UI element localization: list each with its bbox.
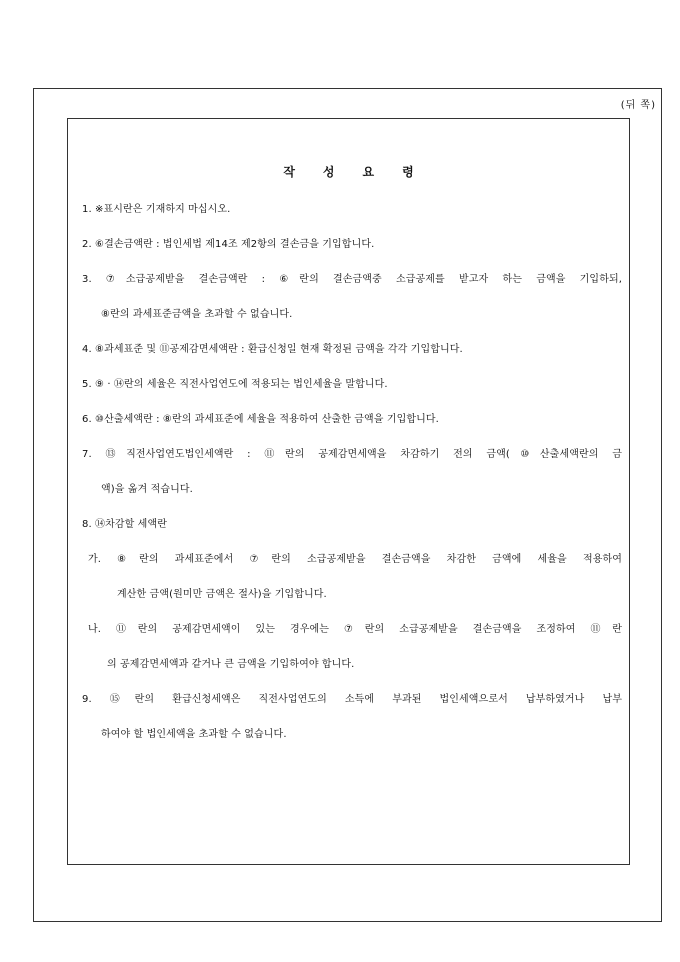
instruction-subline-continued: 의 공제감면세액과 같거나 큰 금액을 기입하여야 합니다. bbox=[107, 659, 355, 670]
instruction-line: 7. ⑬직전사업연도법인세액란 : ⑪란의 공제감면세액을 차감하기 전의 금액(⑩산출세액란의 금 bbox=[82, 449, 622, 460]
instructions-list bbox=[82, 204, 622, 764]
instruction-line-continued: ⑧란의 과세표준금액을 초과할 수 없습니다. bbox=[101, 309, 293, 320]
instructions-box bbox=[67, 118, 630, 865]
instruction-line: 3. ⑦소급공제받을 결손금액란 : ⑥란의 결손금액중 소급공제를 받고자 하는 금액을 기입하되, bbox=[82, 274, 622, 285]
instruction-line: 6. ⑩산출세액란 : ⑧란의 과세표준에 세율을 적용하여 산출한 금액을 기입합니다. bbox=[82, 414, 439, 425]
page-side-label: (뒤 쪽) bbox=[620, 100, 656, 111]
instruction-subline: 가. ⑧란의 과세표준에서 ⑦란의 소급공제받을 결손금액을 차감한 금액에 세율을 적용하여 bbox=[88, 554, 622, 565]
instruction-subline: 나. ⑪란의 공제감면세액이 있는 경우에는 ⑦란의 소급공제받을 결손금액을 조정하여 ⑪란 bbox=[88, 624, 622, 635]
instruction-line: 5. ⑨ · ⑭란의 세율은 직전사업연도에 적용되는 법인세율을 말합니다. bbox=[82, 379, 388, 390]
instruction-line: 4. ⑧과세표준 및 ⑪공제감면세액란 : 환급신청일 현재 확정된 금액을 각각 기입합니다. bbox=[82, 344, 463, 355]
instruction-line: 8. ⑭차감할 세액란 bbox=[82, 519, 167, 530]
instruction-line: 1. ※표시란은 기재하지 마십시오. bbox=[82, 204, 231, 215]
instruction-line-continued: 액)을 옮겨 적습니다. bbox=[101, 484, 193, 495]
instructions-title: 작성요령 bbox=[283, 165, 442, 179]
instruction-line: 2. ⑥결손금액란 : 법인세법 제14조 제2항의 결손금을 기입합니다. bbox=[82, 239, 375, 250]
instruction-subline-continued: 계산한 금액(원미만 금액은 절사)을 기입합니다. bbox=[117, 589, 327, 600]
instruction-line: 9. ⑮란의 환급신청세액은 직전사업연도의 소득에 부과된 법인세액으로서 납부하였거나 납부 bbox=[82, 694, 622, 705]
instruction-line-continued: 하여야 할 법인세액을 초과할 수 없습니다. bbox=[101, 729, 287, 740]
